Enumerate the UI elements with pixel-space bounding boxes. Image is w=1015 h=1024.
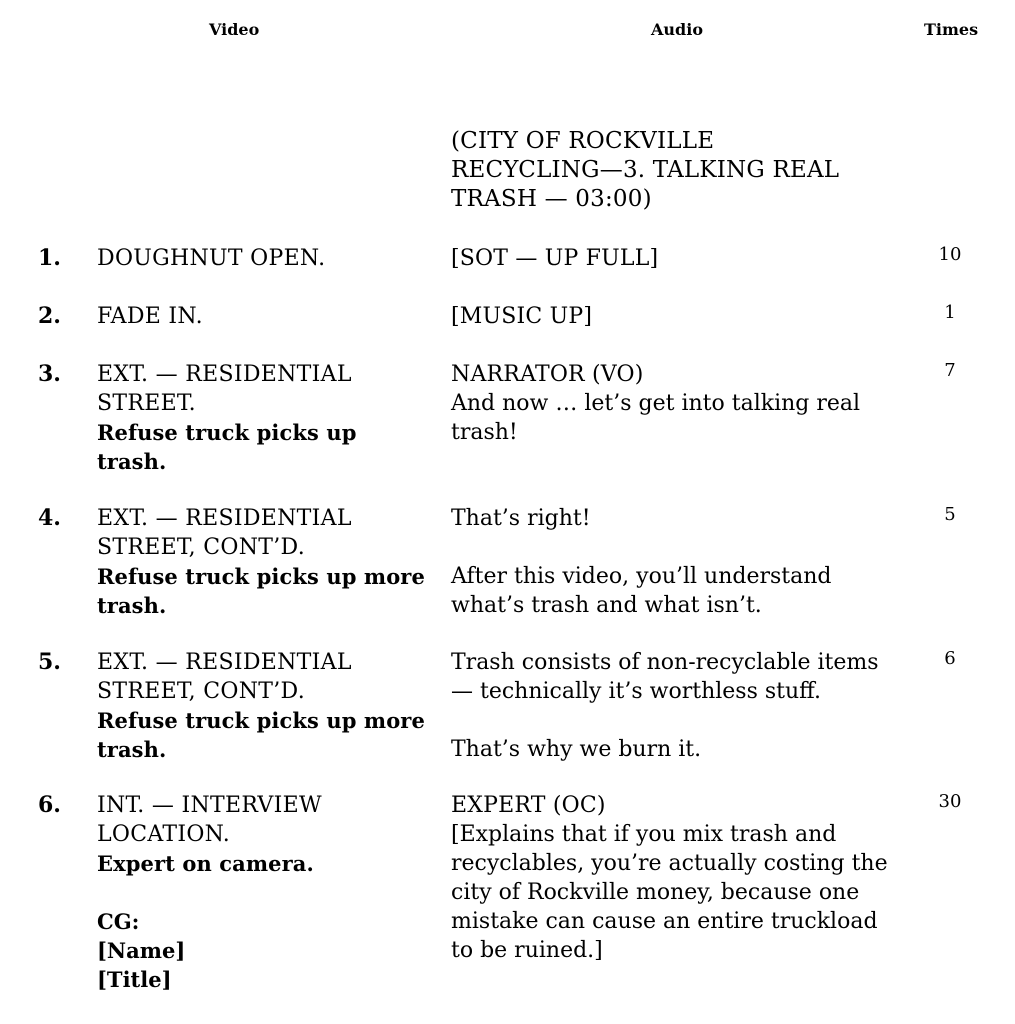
video-description: Refuse truck picks up more trash. xyxy=(97,708,425,762)
audio-label: [SOT — UP FULL] xyxy=(451,246,659,271)
video-heading: DOUGHNUT OPEN. xyxy=(97,246,326,271)
audio-column-header: Audio xyxy=(651,20,703,39)
time-value: 5 xyxy=(944,504,956,525)
video-cell xyxy=(97,791,442,994)
audio-paragraph: That’s why we burn it. xyxy=(451,737,702,762)
video-description: Refuse truck picks up more trash. xyxy=(97,564,425,618)
video-description: Refuse truck picks up trash. xyxy=(97,420,357,474)
audio-paragraph: Trash consists of non-recyclable items — technically it’s worthless stuff. xyxy=(451,650,879,704)
row-number: 5. xyxy=(38,649,61,675)
video-column-header: Video xyxy=(209,20,260,39)
row-number: 2. xyxy=(38,303,61,329)
row-number: 3. xyxy=(38,361,61,387)
audio-cell xyxy=(451,791,921,965)
audio-cell xyxy=(451,360,921,447)
time-value: 1 xyxy=(944,302,956,323)
audio-paragraph: That’s right! xyxy=(451,506,591,531)
video-cell xyxy=(97,302,442,331)
video-description: Expert on camera. xyxy=(97,851,314,876)
video-heading: EXT. — RESIDENTIAL STREET. xyxy=(97,362,352,416)
time-value: 10 xyxy=(938,244,962,265)
audio-cell xyxy=(451,302,921,331)
video-heading: INT. — INTERVIEW LOCATION. xyxy=(97,793,322,847)
audio-cell xyxy=(451,244,921,273)
audio-label: NARRATOR (VO) xyxy=(451,362,644,387)
audio-label: [MUSIC UP] xyxy=(451,304,593,329)
audio-label: EXPERT (OC) xyxy=(451,793,606,818)
audio-paragraph: And now … let’s get into talking real trash! xyxy=(451,391,861,445)
video-cell xyxy=(97,648,442,764)
video-heading: EXT. — RESIDENTIAL STREET, CONT’D. xyxy=(97,506,352,560)
time-value: 30 xyxy=(938,791,962,812)
video-cell xyxy=(97,360,442,476)
audio-paragraph: [Explains that if you mix trash and recyclables, you’re actually costing the city of Rockville money, because one mistake can cause an entire truckload to be ruined.] xyxy=(451,822,888,963)
video-heading: FADE IN. xyxy=(97,304,203,329)
times-column-header: Times xyxy=(924,20,979,39)
audio-cell xyxy=(451,504,921,620)
video-cell xyxy=(97,244,442,273)
row-number: 1. xyxy=(38,245,61,271)
video-heading: EXT. — RESIDENTIAL STREET, CONT’D. xyxy=(97,650,352,704)
audio-cell xyxy=(451,648,921,764)
row-number: 4. xyxy=(38,505,61,531)
audio-paragraph: After this video, you’ll understand what’s trash and what isn’t. xyxy=(451,564,832,618)
character-generator-note: CG: [Name] [Title] xyxy=(97,909,186,992)
row-number: 6. xyxy=(38,792,61,818)
script-slug: (CITY OF ROCKVILLE RECYCLING—3. TALKING REAL TRASH — 03:00) xyxy=(451,128,840,212)
time-value: 6 xyxy=(944,648,956,669)
time-value: 7 xyxy=(944,360,956,381)
video-cell xyxy=(97,504,442,620)
